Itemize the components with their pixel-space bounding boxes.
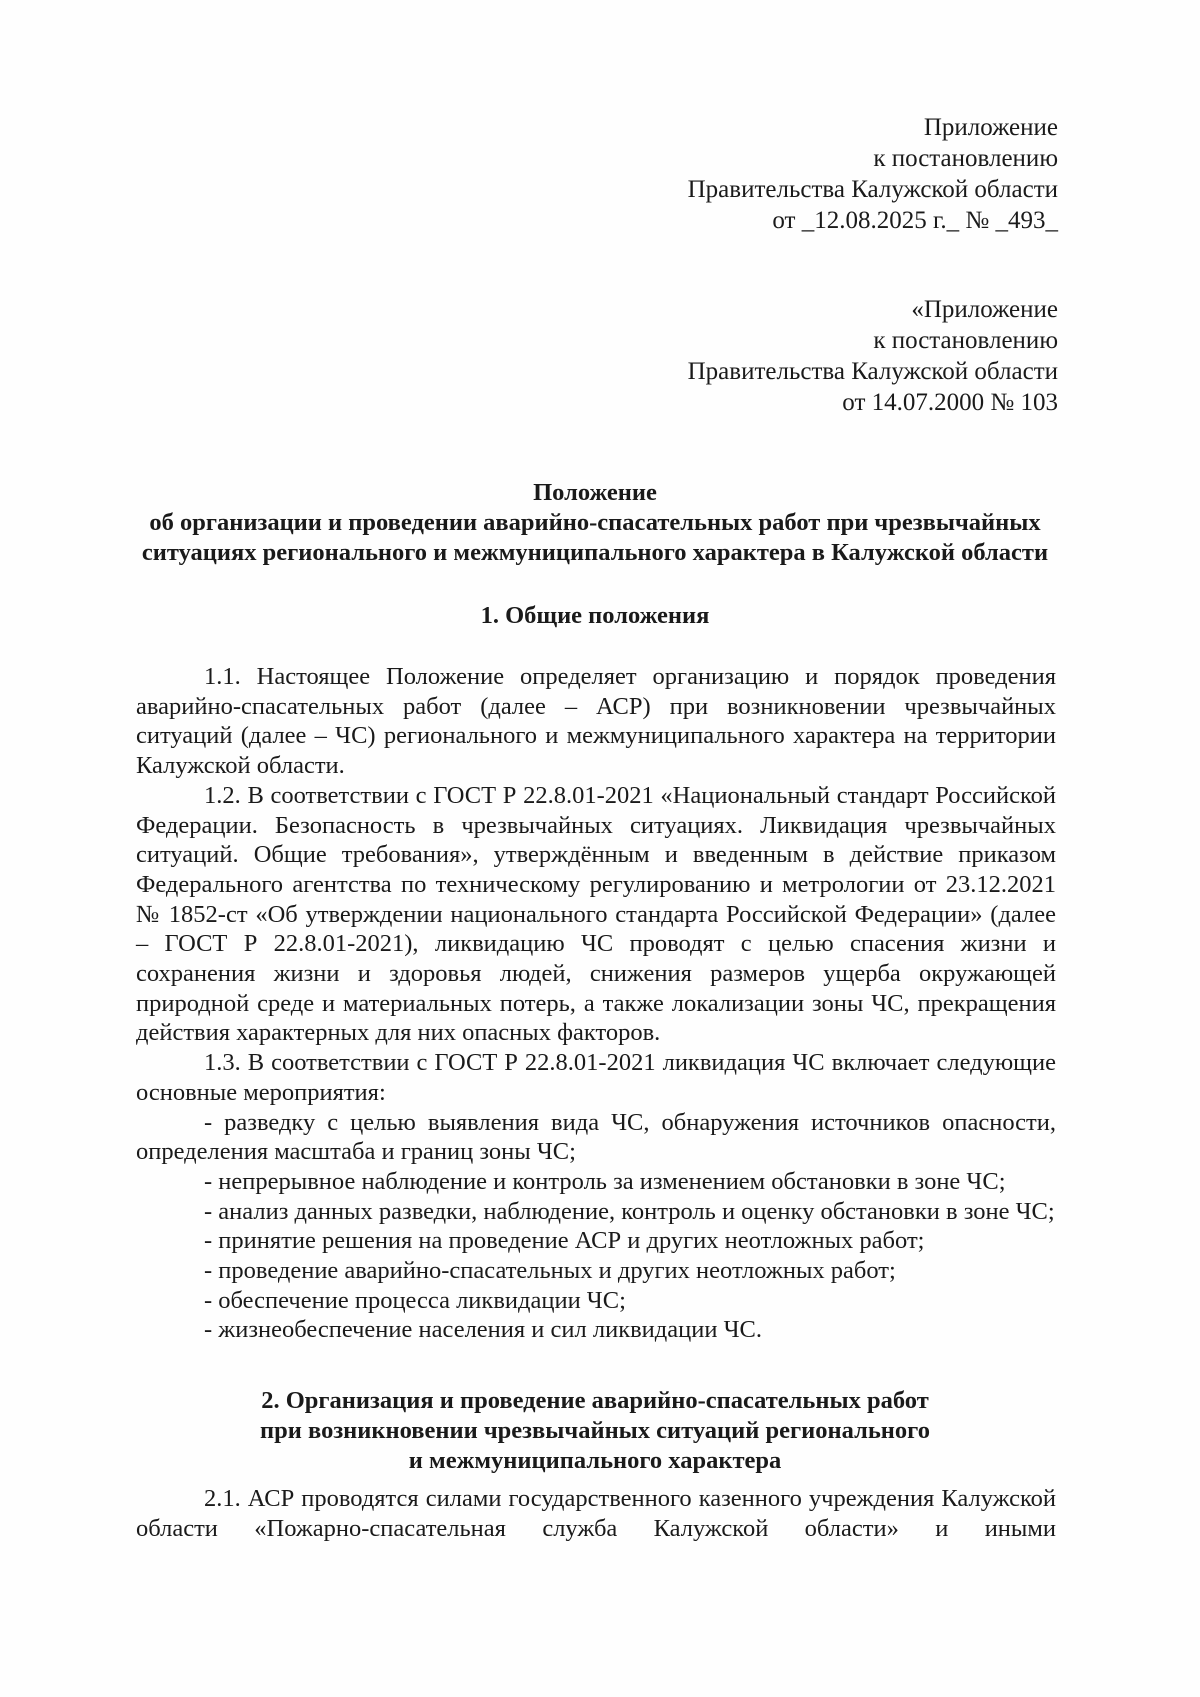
appendix-label: Приложение [923, 114, 1058, 141]
section-2-heading-line2: при возникновении чрезвычайных ситуаций регионального [260, 1417, 930, 1444]
original-to-resolution: к постановлению [873, 327, 1058, 354]
title-subtitle-line2: ситуациях регионального и межмуниципального характера в Калужской области [141, 539, 1049, 566]
original-appendix-header [688, 294, 1058, 418]
section-1-body [136, 662, 1056, 1345]
appendix-to-resolution: к постановлению [873, 145, 1058, 172]
section-2-heading [132, 1386, 1058, 1476]
original-date-number: от 14.07.2000 № 103 [842, 389, 1058, 416]
section-2-body [136, 1484, 1056, 1543]
paragraph-1-2: 1.2. В соответствии с ГОСТ Р 22.8.01-2021 «Национальный стандарт Российской Федерации. Безопасность в чрезвычайных ситуациях. Ликвидация чрезвычайных ситуаций. Общие требования», утверждённым и введенным в действие приказом Федерального агентства по техническому регулированию и метрологии от 23.12.2021 № 1852-ст «Об утверждении национального стандарта Российской Федерации» (далее – ГОСТ Р 22.8.01-2021), ликвидацию ЧС проводят с целью спасения жизни и сохранения жизни и здоровья людей, снижения размеров ущерба окружающей природной среде и материальных потерь, а также локализации зоны ЧС, прекращения действия характерных для них опасных факторов. [136, 781, 1056, 1047]
section-2-heading-line3: и межмуниципального характера [408, 1447, 782, 1474]
list-item: - жизнеобеспечение населения и сил ликвидации ЧС. [204, 1316, 762, 1344]
list-item: - проведение аварийно-спасательных и других неотложных работ; [204, 1257, 896, 1285]
list-item: - принятие решения на проведение АСР и других неотложных работ; [204, 1227, 925, 1255]
original-appendix-label: «Приложение [911, 296, 1058, 323]
list-item: - разведку с целью выявления вида ЧС, обнаружения источников опасности, определения масштаба и границ зоны ЧС; [136, 1108, 1056, 1166]
original-government: Правительства Калужской области [687, 358, 1058, 385]
section-1-heading: 1. Общие положения [480, 602, 710, 629]
list-item: - непрерывное наблюдение и контроль за изменением обстановки в зоне ЧС; [204, 1167, 1006, 1195]
list-item: - обеспечение процесса ликвидации ЧС; [204, 1286, 626, 1314]
document-title [132, 478, 1058, 568]
paragraph-1-1: 1.1. Настоящее Положение определяет организацию и порядок проведения аварийно-спасательных работ (далее – АСР) при возникновении чрезвычайных ситуаций (далее – ЧС) регионального и межмуниципального характера на территории Калужской области. [136, 663, 1056, 780]
title-subtitle-line1: об организации и проведении аварийно-спасательных работ при чрезвычайных [149, 509, 1041, 536]
title-main: Положение [533, 479, 657, 506]
paragraph-2-1: 2.1. АСР проводятся силами государственного казенного учреждения Калужской области «Пожарно-спасательная служба Калужской области» и иными [136, 1485, 1056, 1542]
list-item: - анализ данных разведки, наблюдение, контроль и оценку обстановки в зоне ЧС; [204, 1197, 1055, 1225]
appendix-header [688, 112, 1058, 236]
paragraph-1-3: 1.3. В соответствии с ГОСТ Р 22.8.01-2021 ликвидация ЧС включает следующие основные мероприятия: [136, 1049, 1056, 1106]
section-2-heading-line1: 2. Организация и проведение аварийно-спасательных работ [261, 1387, 929, 1414]
appendix-date-number: от _12.08.2025 г._ № _493_ [772, 207, 1058, 234]
appendix-government: Правительства Калужской области [687, 176, 1058, 203]
